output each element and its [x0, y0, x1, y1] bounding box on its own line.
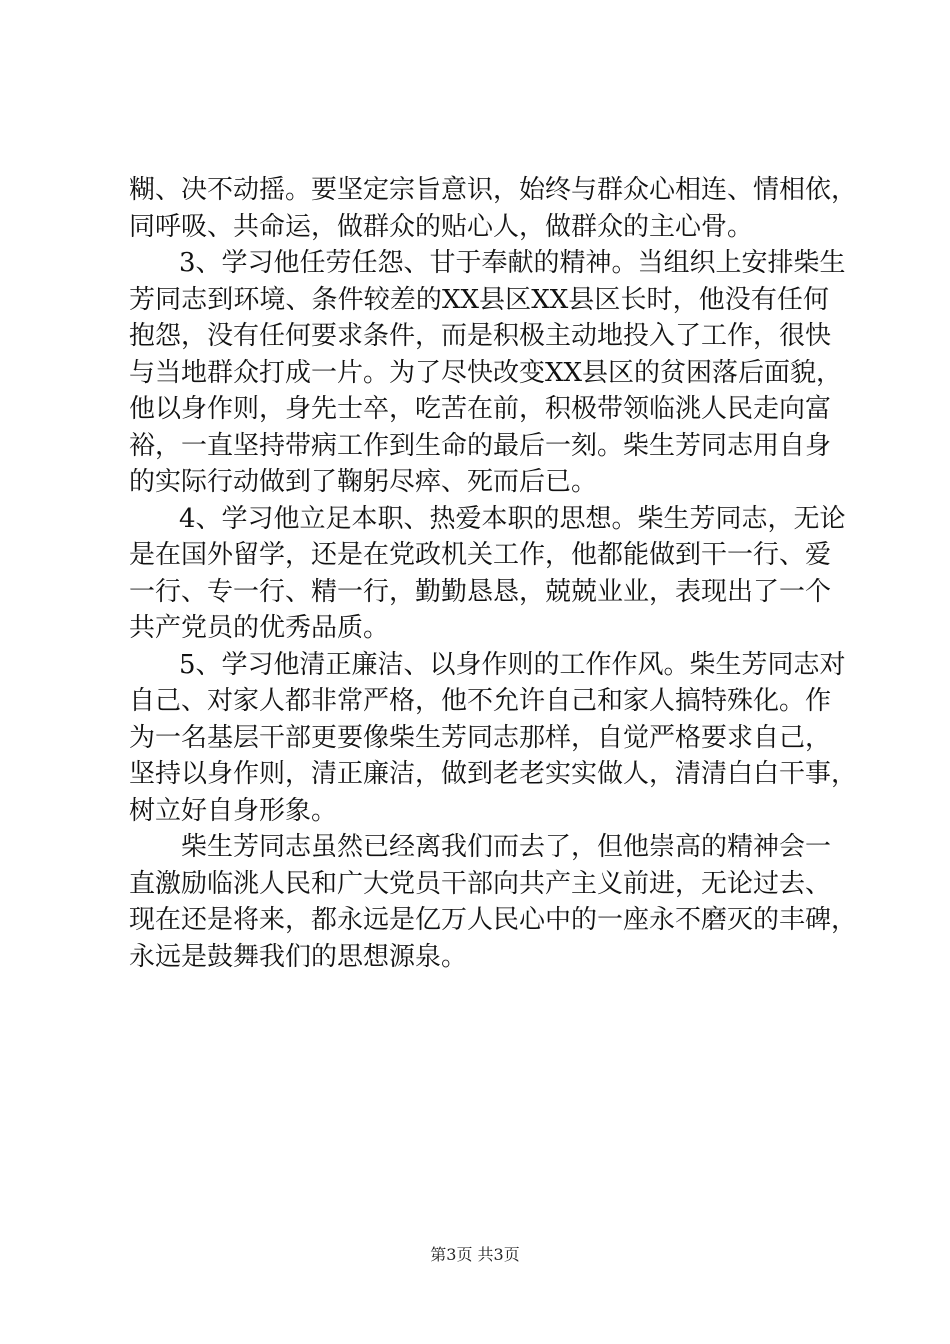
text-line: 5、学习他清正廉洁、以身作则的工作作风。柴生芳同志对	[179, 649, 846, 680]
text-line: 永远是鼓舞我们的思想源泉。	[129, 941, 468, 972]
text-line: 4、学习他立足本职、热爱本职的思想。柴生芳同志，无论	[179, 503, 846, 534]
text-line: 坚持以身作则，清正廉洁，做到老老实实做人，清清白白干事，	[129, 759, 858, 789]
text-line: 自己、对家人都非常严格，他不允许自己和家人搞特殊化。作	[129, 686, 832, 716]
text-line: 裕，一直坚持带病工作到生命的最后一刻。柴生芳同志用自身	[129, 430, 832, 461]
text-line: 柴生芳同志虽然已经离我们而去了，但他崇高的精神会一	[181, 832, 832, 862]
body-text	[129, 172, 858, 975]
text-line: 现在还是将来，都永远是亿万人民心中的一座永不磨灭的丰碑，	[129, 905, 858, 935]
text-line: 树立好自身形象。	[129, 795, 338, 826]
text-line: 与当地群众打成一片。为了尽快改变XX县区的贫困落后面貌，	[129, 357, 843, 388]
text-line: 芳同志到环境、条件较差的XX县区XX县区长时，他没有任何	[129, 284, 829, 315]
text-line: 直激励临洮人民和广大党员干部向共产主义前进，无论过去、	[129, 868, 832, 899]
text-line: 3、学习他任劳任怨、甘于奉献的精神。当组织上安排柴生	[179, 248, 846, 278]
text-line: 为一名基层干部更要像柴生芳同志那样，自觉严格要求自己，	[129, 722, 832, 753]
text-line: 糊、决不动摇。要坚定宗旨意识，始终与群众心相连、情相依，	[129, 175, 858, 205]
text-line: 是在国外留学，还是在党政机关工作，他都能做到干一行、爱	[129, 540, 832, 570]
text-line: 他以身作则，身先士卒，吃苦在前，积极带领临洮人民走向富	[129, 394, 832, 424]
text-line: 共产党员的优秀品质。	[129, 613, 390, 643]
text-line: 的实际行动做到了鞠躬尽瘁、死而后已。	[129, 467, 598, 497]
text-line: 抱怨，没有任何要求条件，而是积极主动地投入了工作，很快	[129, 321, 832, 351]
text-line: 同呼吸、共命运，做群众的贴心人，做群众的主心骨。	[129, 211, 754, 242]
page-number-footer: 第3页 共3页	[430, 1245, 520, 1264]
text-line: 一行、专一行、精一行，勤勤恳恳，兢兢业业，表现出了一个	[129, 576, 832, 607]
